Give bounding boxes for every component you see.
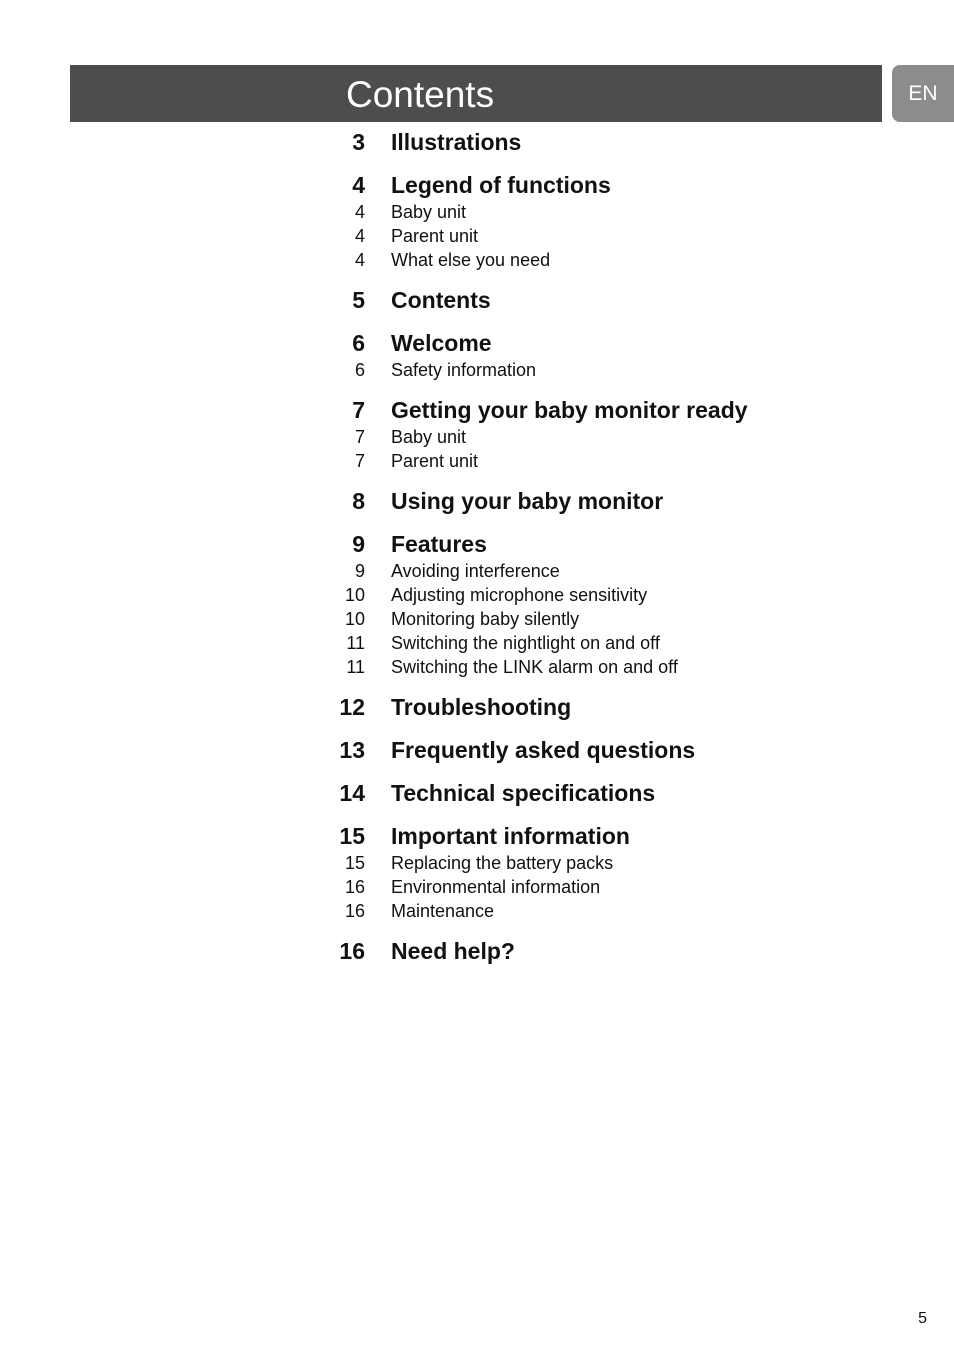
toc-subentry-title: What else you need (391, 250, 551, 270)
toc-subentry[interactable] (330, 200, 890, 224)
toc-subentry[interactable] (330, 358, 890, 382)
toc-subentry-page: 9 (354, 561, 365, 581)
toc-section (330, 286, 890, 315)
toc-entry-page: 6 (352, 330, 365, 356)
toc-entry-page: 12 (339, 694, 365, 720)
toc-entry-page: 8 (352, 488, 365, 514)
toc-subentry[interactable] (330, 851, 890, 875)
toc-subentry-title: Avoiding interference (391, 561, 560, 581)
toc-entry[interactable] (330, 329, 890, 358)
table-of-contents (330, 128, 890, 980)
toc-section (330, 396, 890, 473)
toc-entry-page: 4 (352, 172, 365, 198)
toc-entry-title: Welcome (391, 330, 492, 356)
toc-entry-page: 9 (352, 531, 365, 557)
toc-subentry[interactable] (330, 425, 890, 449)
page-number: 5 (918, 1310, 927, 1327)
toc-section (330, 329, 890, 382)
toc-subentry-title: Monitoring baby silently (391, 609, 580, 629)
toc-subentry[interactable] (330, 224, 890, 248)
toc-entry[interactable] (330, 487, 890, 516)
toc-entry[interactable] (330, 937, 890, 966)
toc-section (330, 171, 890, 272)
toc-entry-title: Important information (391, 823, 630, 849)
page-title: Contents (346, 74, 495, 115)
toc-section (330, 736, 890, 765)
toc-entry-title: Getting your baby monitor ready (391, 397, 748, 423)
toc-subentry-title: Parent unit (391, 451, 479, 471)
toc-entry[interactable] (330, 128, 890, 157)
toc-subentry-page: 16 (344, 901, 365, 921)
toc-subentry-page: 16 (344, 877, 365, 897)
toc-subentry-page: 7 (354, 451, 365, 471)
toc-entry-page: 5 (352, 287, 365, 313)
toc-entry[interactable] (330, 822, 890, 851)
toc-entry-page: 3 (352, 129, 365, 155)
toc-subentry-title: Maintenance (391, 901, 495, 921)
toc-subentry-title: Parent unit (391, 226, 479, 246)
toc-entry-title: Using your baby monitor (391, 488, 664, 514)
toc-entry-page: 7 (352, 397, 365, 423)
toc-entry-title: Illustrations (391, 129, 522, 155)
toc-entry[interactable] (330, 779, 890, 808)
language-tab: EN (892, 65, 954, 122)
toc-entry[interactable] (330, 171, 890, 200)
toc-subentry-page: 4 (354, 250, 365, 270)
toc-subentry-page: 10 (344, 585, 365, 605)
toc-subentry-page: 10 (344, 609, 365, 629)
toc-subentry-title: Switching the nightlight on and off (391, 633, 660, 653)
toc-entry[interactable] (330, 530, 890, 559)
toc-entry-title: Need help? (391, 938, 515, 964)
toc-entry-title: Features (391, 531, 487, 557)
toc-entry-title: Troubleshooting (391, 694, 572, 720)
toc-entry-title: Frequently asked questions (391, 737, 696, 763)
toc-entry-title: Contents (391, 287, 491, 313)
toc-subentry[interactable] (330, 899, 890, 923)
toc-subentry-page: 11 (346, 657, 365, 677)
toc-subentry[interactable] (330, 655, 890, 679)
toc-entry-page: 15 (339, 823, 365, 849)
toc-subentry-title: Switching the LINK alarm on and off (391, 657, 678, 677)
toc-section (330, 822, 890, 923)
toc-entry[interactable] (330, 736, 890, 765)
toc-section (330, 779, 890, 808)
toc-subentry-title: Baby unit (391, 427, 467, 447)
toc-subentry-page: 11 (346, 633, 365, 653)
toc-entry[interactable] (330, 396, 890, 425)
toc-subentry[interactable] (330, 248, 890, 272)
toc-subentry[interactable] (330, 583, 890, 607)
toc-subentry-title: Baby unit (391, 202, 467, 222)
toc-entry-page: 13 (339, 737, 365, 763)
toc-section (330, 487, 890, 516)
toc-section (330, 128, 890, 157)
toc-subentry-page: 4 (354, 202, 365, 222)
toc-subentry[interactable] (330, 631, 890, 655)
toc-subentry-title: Environmental information (391, 877, 601, 897)
toc-entry-title: Legend of functions (391, 172, 611, 198)
toc-subentry-page: 6 (354, 360, 365, 380)
toc-subentry[interactable] (330, 875, 890, 899)
toc-subentry-page: 15 (344, 853, 365, 873)
toc-section (330, 693, 890, 722)
toc-section (330, 937, 890, 966)
toc-subentry[interactable] (330, 607, 890, 631)
toc-entry-title: Technical specifications (391, 780, 656, 806)
toc-entry-page: 16 (339, 938, 365, 964)
toc-section (330, 530, 890, 679)
toc-entry[interactable] (330, 286, 890, 315)
toc-subentry-title: Safety information (391, 360, 537, 380)
toc-entry-page: 14 (339, 780, 365, 806)
toc-subentry[interactable] (330, 559, 890, 583)
toc-subentry-title: Replacing the battery packs (391, 853, 614, 873)
toc-entry[interactable] (330, 693, 890, 722)
toc-subentry-page: 4 (354, 226, 365, 246)
toc-subentry[interactable] (330, 449, 890, 473)
toc-subentry-page: 7 (354, 427, 365, 447)
toc-subentry-title: Adjusting microphone sensitivity (391, 585, 648, 605)
